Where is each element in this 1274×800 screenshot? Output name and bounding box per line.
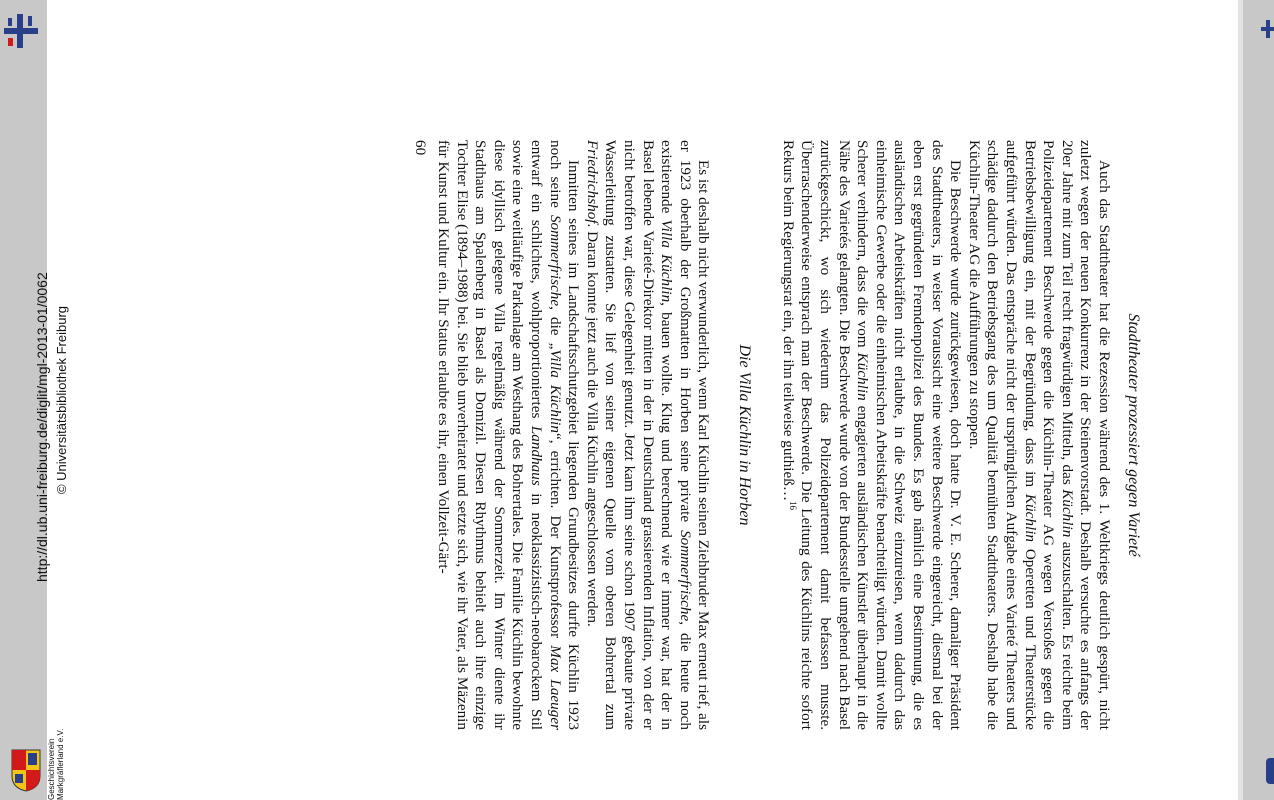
- ub-freiburg-logo-icon: [1261, 20, 1274, 38]
- italic-text: Landhaus: [527, 425, 545, 486]
- paragraph: [433, 140, 582, 730]
- italic-text: Max Laeuger: [546, 645, 564, 731]
- crest-fragment-icon: [1266, 758, 1274, 784]
- italic-text: Küchlin: [1021, 493, 1039, 543]
- italic-text: Villa Küchlin: [658, 219, 676, 303]
- italic-text: Sommerfrische: [676, 530, 694, 622]
- italic-text: Friedrichshof: [583, 140, 601, 224]
- italic-text: Küchlin: [1058, 489, 1076, 538]
- right-sidebar: [1238, 0, 1274, 800]
- text-run: Auch das Stadttheater hat die Rezession während des 1. Weltkriegs deutlich gespürt, nicht zuletzt wegen der neuen Konkurrenz in der Steinenvorstadt. Deshalb versuchte es anfangs der 20er Jahre mit zum Teil recht fragwürdigen Mitteln, das: [1058, 140, 1113, 730]
- text-run: , die heute noch existierende: [658, 140, 694, 730]
- source-url[interactable]: http://dl.ub.uni-freiburg.de/diglit/mgl-2013-01/0062: [34, 272, 50, 582]
- society-name: [47, 728, 65, 800]
- right-sidebar-edge: [1238, 0, 1243, 800]
- document-page: [143, 140, 1143, 730]
- body-text-section-1: [778, 140, 1113, 730]
- running-head: Stadttheater prozessiert gegen Varieté: [1125, 313, 1142, 557]
- coat-of-arms-icon: [10, 748, 42, 792]
- text-run: , bauen wollte. Klug und berechnend wie er immer war, hat der in Basel lebende Varieté-Direktor mitten in der in Deutschland grassierenden Inflation, von der er nicht betroffen war, diese Gelegenheit genutzt. Jetzt kam ihm seine schon 1907 gebaute private Wasserleitung zustatten. Sie lief von seiner eigenen Quelle vom oberen Bohrertal zum: [602, 140, 676, 730]
- ub-freiburg-logo-icon[interactable]: [4, 12, 38, 50]
- society-line-1: Geschichtsverein: [47, 738, 56, 800]
- section-title: Die Villa Küchlin in Horben: [736, 344, 754, 526]
- page-content: [411, 140, 1143, 730]
- text-run: Inmitten seines im Landschaftsschutzgebiet liegenden Grundbesitzes durfte Küchlin 1923 noch seine: [546, 140, 583, 730]
- text-run: Es ist deshalb nicht verwunderlich, wenn Karl Küchlin seinen Ziehbruder Max erneut rief, als er 1923 oberhalb der Großmatten in Horben seine private: [676, 140, 713, 730]
- paragraph: [778, 140, 964, 730]
- left-sidebar: [0, 0, 69, 800]
- copyright-notice: © Universitätsbibliothek Freiburg: [54, 305, 69, 495]
- text-run: entwarf ein schlichtes, wohlproportioniertes: [527, 140, 545, 426]
- text-run: Die Beschwerde wurde zurückgewiesen, doch hatte Dr. V. E. Scherer, damaliger Präsident des Stadttheaters, in weiser Voraussicht eine weitere Beschwerde eingereicht, diesmal bei der eben erst gegründeten Fremdenpolizei des Bundes. Es gab nämlich eine Bestimmung, die es ausländischen Arbeitskräften nicht erlaubte, in die Schweiz einzureisen, wenn dadurch das einheimische Gewerbe oder die einheimischen Arbeitskräfte benachteiligt würden. Damit wollte Scherer verhindern, dass die vom: [854, 140, 965, 730]
- italic-text: Sommerfrische: [546, 214, 564, 307]
- text-run: in neoklassizistisch-neobarockem Stil sowie eine weitläufige Parkanlage am Westhang des Bohrertales. Die Familie Küchlin bewohnte diese idyllisch gelegene Villa regelmäßig während der Sommerzeit. Im Winter diente ihr Stadthaus am Spalenberg in Basel als Domizil. Diesen Rhythmus behielt auch ihre einzige Tochter Elise (1894–1988) bei. Sie blieb unverheiratet und setzte sich, wie ihr Vater, als Mäzenin für Kunst und Kultur ein. Ihr Status erlaubte es ihr, einen Vollzeit-Gärt-: [435, 140, 545, 731]
- italic-text: Villa Küchlin: [546, 349, 564, 433]
- italic-text: Küchlin: [854, 352, 872, 401]
- text-run: . Daran konnte jetzt auch die Villa Küchlin angeschlossen werden.: [583, 223, 601, 627]
- text-run: engagierten ausländischen Künstler überhaupt in die Nähe des Varietés gelangten. Die Beschwerde wurde von der Bundesstelle umgehend nach Basel zurückgeschickt, wo sich wiederum das Polizeidepartement damit befassen musste. Überraschenderweise entsprach man der Beschwerde. Die Leitung des Küchlins reichte sofort Rekurs beim Regierungsrat ein, der ihn teilweise guthieß…: [779, 140, 872, 731]
- body-text-section-2: [433, 140, 712, 730]
- text-run: auszuschalten. Es reichte beim Polizeidepartement Beschwerde gegen die Küchlin-Theater AG wegen Verstoßes gegen die Betriebsbewilligung ein, mit der Begründung, dass im: [1021, 140, 1076, 730]
- text-run: , die „: [546, 306, 564, 350]
- page-number: 60: [412, 140, 430, 156]
- society-line-2: Markgräflerland e.V.: [56, 728, 65, 800]
- paragraph: [582, 140, 712, 730]
- footnote-ref[interactable]: 16: [787, 501, 798, 511]
- text-run: Operetten und Theaterstücke aufgeführt würden. Das entspräche nicht der ursprünglichen Aufgabe eines Varieté Theaters und schädige dadurch den Betriebsgang des um Qualität bemühten Stadttheaters. Deshalb habe die Küchlin-Theater AG die Aufführungen zu stoppen.: [965, 140, 1039, 731]
- paragraph: [964, 140, 1113, 730]
- text-run: “, errichten. Der Kunstprofessor: [546, 433, 564, 646]
